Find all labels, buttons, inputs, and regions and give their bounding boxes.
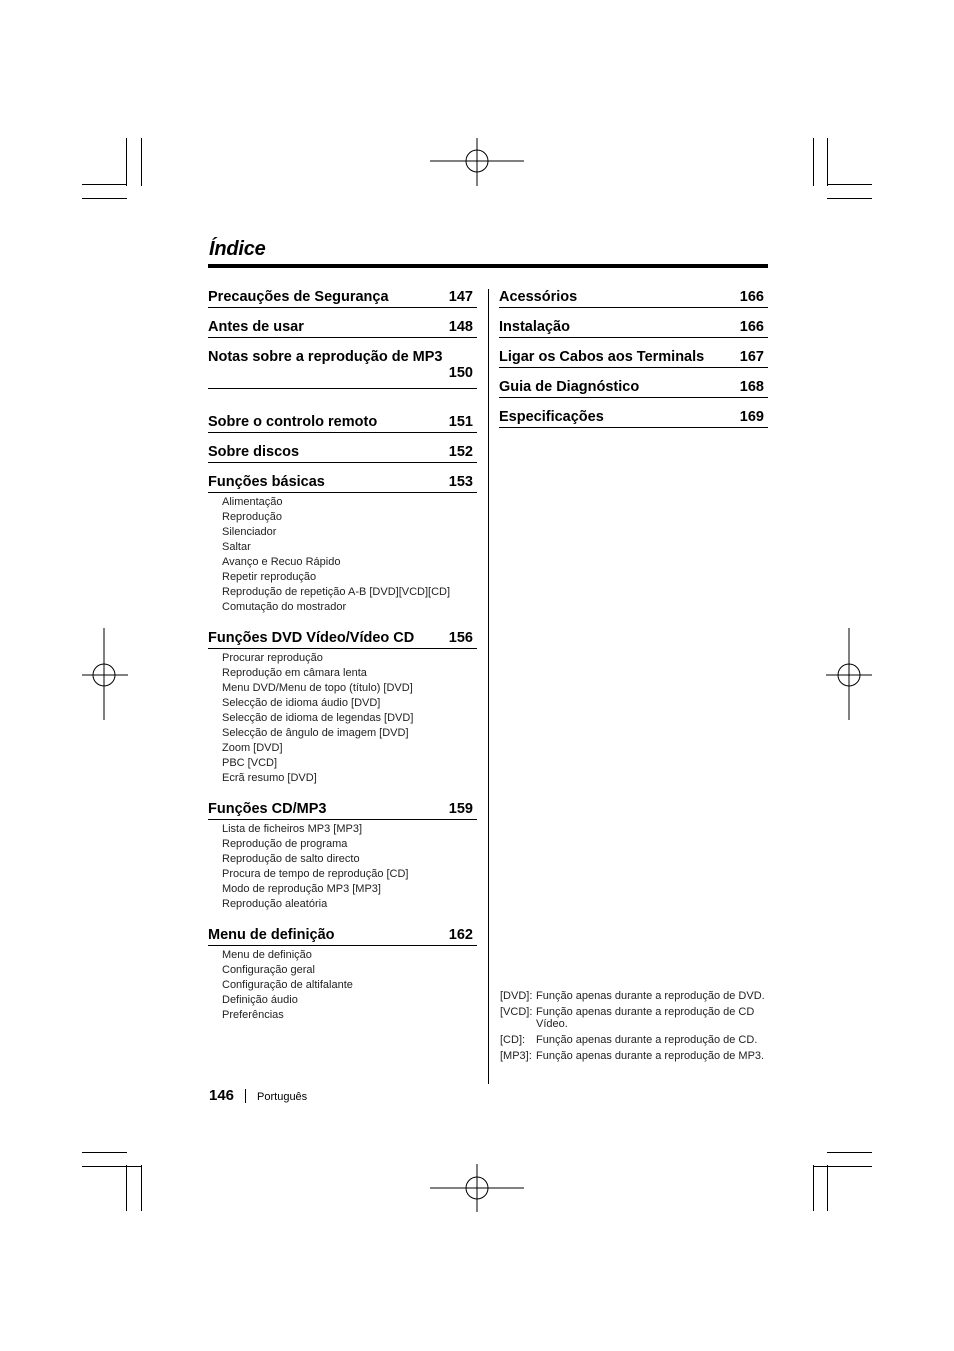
toc-sub-item[interactable]: Configuração geral (222, 964, 315, 976)
toc-entry-especificacoes[interactable] (499, 402, 768, 428)
toc-sub-item[interactable]: Silenciador (222, 526, 277, 538)
registration-mark-icon (826, 628, 872, 720)
toc-entry-page: 152 (448, 444, 473, 460)
toc-sub-item[interactable]: Repetir reprodução (222, 571, 317, 583)
note-text: Função apenas durante a reprodução de MP3. (536, 1050, 765, 1062)
crop-mark (827, 198, 872, 199)
toc-sub-item[interactable]: Alimentação (222, 496, 283, 508)
note-tag: [MP3]: (500, 1050, 532, 1062)
toc-entry-label: Antes de usar (208, 319, 304, 335)
toc-sub-item[interactable]: Preferências (222, 1009, 284, 1021)
crop-mark (141, 1165, 142, 1211)
note-tag: [CD]: (500, 1034, 526, 1046)
toc-entry-page: 147 (448, 289, 473, 305)
toc-entry-label: Funções CD/MP3 (208, 801, 327, 817)
toc-entry-label: Guia de Diagnóstico (499, 379, 640, 395)
crop-mark (827, 1152, 872, 1153)
toc-sub-item[interactable]: Avanço e Recuo Rápido (222, 556, 341, 568)
toc-sub-item[interactable]: Reprodução em câmara lenta (222, 667, 367, 679)
crop-mark (126, 138, 127, 186)
column-divider (488, 289, 489, 1084)
crop-mark (827, 138, 828, 186)
crop-mark (813, 138, 814, 186)
crop-mark (82, 1166, 141, 1167)
toc-entry-menu-definicao[interactable] (208, 920, 477, 946)
note-tag: [VCD]: (500, 1006, 533, 1018)
toc-entry-page: 151 (448, 414, 473, 430)
page-footer (209, 1087, 307, 1104)
toc-sub-item[interactable]: Procura de tempo de reprodução [CD] (222, 868, 409, 880)
toc-sub-item[interactable]: Lista de ficheiros MP3 [MP3] (222, 823, 363, 835)
note-cd (500, 1034, 768, 1046)
toc-sub-item[interactable]: Saltar (222, 541, 251, 553)
toc-entry-label: Instalação (499, 319, 570, 335)
toc-entry-ligar-cabos[interactable] (499, 342, 768, 368)
toc-sub-item[interactable]: Reprodução de repetição A-B [DVD][VCD][CD] (222, 586, 451, 598)
crop-mark (82, 198, 127, 199)
toc-entry-precaucoes[interactable] (208, 282, 477, 308)
toc-entry-label: Menu de definição (208, 927, 335, 943)
toc-sub-list (222, 822, 477, 912)
registration-mark-icon (430, 138, 524, 186)
toc-sub-item[interactable]: Reprodução de salto directo (222, 853, 360, 865)
toc-entry-label: Acessórios (499, 289, 578, 305)
registration-mark-icon (82, 628, 128, 720)
crop-mark (827, 184, 872, 185)
crop-mark (82, 1152, 127, 1153)
toc-entry-antes-de-usar[interactable] (208, 312, 477, 338)
toc-entry-label: Funções básicas (208, 474, 325, 490)
toc-sub-item[interactable]: Reprodução aleatória (222, 898, 328, 910)
toc-entry-guia-diagnostico[interactable] (499, 372, 768, 398)
toc-sub-item[interactable]: Menu de definição (222, 949, 312, 961)
toc-entry-funcoes-basicas[interactable] (208, 467, 477, 493)
note-tag: [DVD]: (500, 990, 533, 1002)
registration-mark-icon (430, 1164, 524, 1212)
note-dvd (500, 990, 768, 1002)
toc-entry-page: 159 (448, 801, 473, 817)
crop-mark (126, 1165, 127, 1211)
toc-sub-item[interactable]: PBC [VCD] (222, 757, 278, 769)
toc-sub-item[interactable]: Menu DVD/Menu de topo (título) [DVD] (222, 682, 413, 694)
toc-entry-label: Funções DVD Vídeo/Vídeo CD (208, 630, 415, 646)
page-title: Índice (209, 238, 266, 260)
note-text: Função apenas durante a reprodução de CD. (536, 1034, 758, 1046)
note-vcd (500, 1006, 768, 1030)
toc-entry-page: 156 (448, 630, 473, 646)
toc-entry-label: Especificações (499, 409, 604, 425)
page-number: 146 (209, 1087, 235, 1104)
language-label: Português (257, 1091, 308, 1103)
toc-entry-page: 148 (448, 319, 473, 335)
toc-entry-label: Sobre o controlo remoto (208, 414, 378, 430)
toc-sub-item[interactable]: Selecção de ângulo de imagem [DVD] (222, 727, 409, 739)
toc-sub-item[interactable]: Comutação do mostrador (222, 601, 347, 613)
toc-entry-funcoes-cd-mp3[interactable] (208, 794, 477, 820)
crop-mark (141, 138, 142, 186)
toc-entry-page: 166 (739, 289, 764, 305)
toc-sub-list (222, 948, 477, 1023)
toc-entry-page: 168 (739, 379, 764, 395)
toc-entry-label: Ligar os Cabos aos Terminals (499, 349, 705, 365)
toc-sub-item[interactable]: Selecção de idioma de legendas [DVD] (222, 712, 414, 724)
toc-entry-page: 169 (739, 409, 764, 425)
format-notes (500, 990, 768, 1066)
toc-sub-item[interactable]: Zoom [DVD] (222, 742, 283, 754)
toc-entry-page: 153 (448, 474, 473, 490)
toc-entry-page: 166 (739, 319, 764, 335)
toc-entry-label: Precauções de Segurança (208, 289, 389, 305)
toc-sub-item[interactable]: Selecção de idioma áudio [DVD] (222, 697, 381, 709)
toc-right-column (499, 282, 768, 432)
toc-entry-label: Sobre discos (208, 444, 300, 460)
toc-entry-page: 150 (448, 365, 473, 381)
toc-sub-item[interactable]: Ecrã resumo [DVD] (222, 772, 317, 784)
toc-sub-item[interactable]: Definição áudio (222, 994, 298, 1006)
note-text: Função apenas durante a reprodução de CD Vídeo. (536, 1006, 755, 1030)
toc-entry-page: 162 (448, 927, 473, 943)
toc-left-column (208, 282, 477, 1031)
toc-sub-item[interactable]: Reprodução de programa (222, 838, 348, 850)
toc-sub-item[interactable]: Procurar reprodução (222, 652, 323, 664)
crop-mark (827, 1165, 828, 1211)
toc-entry-funcoes-dvd[interactable] (208, 623, 477, 649)
note-mp3 (500, 1050, 768, 1062)
crop-mark (82, 184, 127, 185)
toc-entry-label: Notas sobre a reprodução de MP3 (208, 349, 443, 365)
crop-mark (813, 1166, 872, 1167)
toc-entry-controlo-remoto[interactable] (208, 407, 477, 433)
crop-mark (813, 1165, 814, 1211)
toc-entry-acessorios[interactable] (499, 282, 768, 308)
toc-entry-sobre-discos[interactable] (208, 437, 477, 463)
toc-entry-notas-mp3[interactable] (208, 342, 477, 389)
toc-sub-item[interactable]: Reprodução (222, 511, 282, 523)
toc-sub-item[interactable]: Modo de reprodução MP3 [MP3] (222, 883, 381, 895)
title-rule (208, 264, 768, 268)
toc-entry-page: 167 (739, 349, 764, 365)
toc-sub-list (222, 651, 477, 786)
footer-separator (245, 1089, 246, 1103)
toc-sub-list (222, 495, 477, 615)
note-text: Função apenas durante a reprodução de DVD. (536, 990, 765, 1002)
toc-sub-item[interactable]: Configuração de altifalante (222, 979, 353, 991)
toc-entry-instalacao[interactable] (499, 312, 768, 338)
